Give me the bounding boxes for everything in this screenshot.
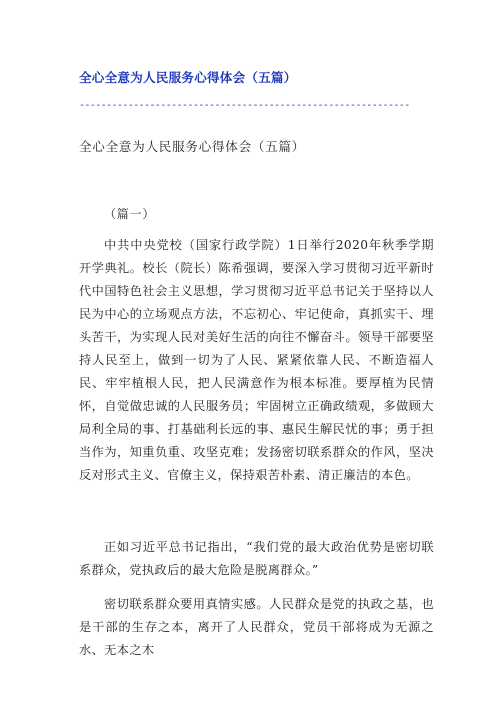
dashed-divider: ------------------------------------------------------------- [79, 100, 410, 111]
body-paragraph: 正如习近平总书记指出，“我们党的最大政治优势是密切联系群众，党执政后的最大危险是脱离群众。” [79, 540, 434, 577]
body-paragraph: 密切联系群众要用真情实感。人民群众是党的执政之基，也是干部的生存之本，离开了人民群众，党员干部将成为无源之水、无本之木 [79, 597, 434, 657]
section-heading: （篇一） [104, 207, 156, 221]
document-link-title[interactable]: 全心全意为人民服务心得体会（五篇） [79, 70, 297, 85]
document-title: 全心全意为人民服务心得体会（五篇） [79, 139, 306, 154]
body-paragraph: 中共中央党校（国家行政学院）1日举行2020年秋季学期开学典礼。校长（院长）陈希强调，要深入学习贯彻习近平新时代中国特色社会主义思想，学习贯彻习近平总书记关于坚持以人民为中心的立场观点方法，不忘初心、牢记使命，真抓实干、埋头苦干，为实现人民对美好生活的向往不懈奋斗。领导干部要坚持人民至上，做到一切为了人民、紧紧依靠人民、不断造福人民、牢牢植根人民，把人民满意作为根本标准。要厚植为民情怀，自觉做忠诚的人民服务员；牢固树立正确政绩观，多做顾大局利全局的事、打基础利长远的事、惠民生解民忧的事；勇于担当作为，知重负重、攻坚克难；发扬密切联系群众的作风，坚决反对形式主义、官僚主义，保持艰苦朴素、清正廉洁的本色。 [79, 238, 434, 482]
